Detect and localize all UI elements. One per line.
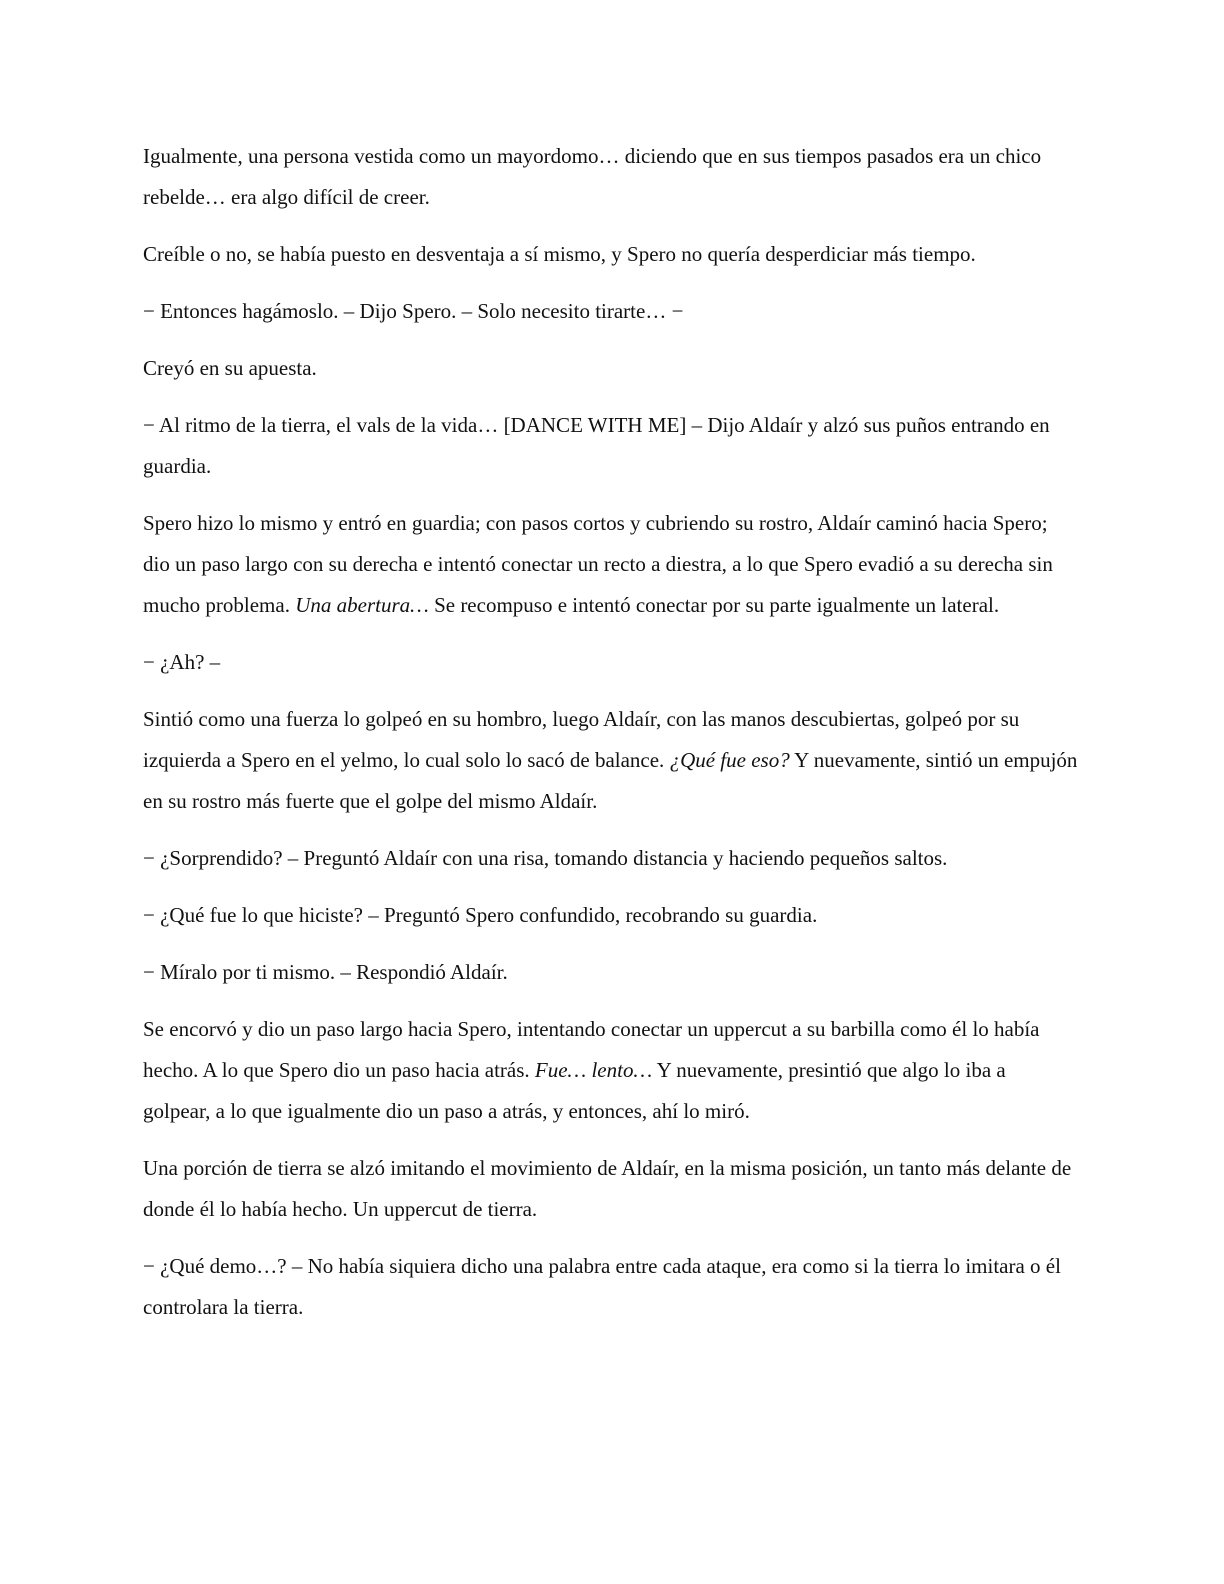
paragraph-text: Sintió como una fuerza lo golpeó en su hombro, luego Aldaír, con las manos descubiertas, golpeó por su izquierda a Spero en el yelmo, lo cual solo lo sacó de balance. <box>143 707 1020 772</box>
paragraph-text: Spero hizo lo mismo y entró en guardia; con pasos cortos y cubriendo su rostro, Aldaír caminó hacia Spero; dio un paso largo con su derecha e intentó conectar un recto a diestra, a lo que Spero evadió a su derecha sin mucho problema. <box>143 511 1053 617</box>
paragraph-italic-thought: ¿Qué fue eso? <box>669 748 790 772</box>
paragraph-text: Y nuevamente, presintió que algo lo iba a golpear, a lo que igualmente dio un paso a atrás, y entonces, ahí lo miró. <box>143 1058 1006 1123</box>
paragraph-14 <box>143 1246 1078 1328</box>
paragraph-11 <box>143 952 1078 993</box>
paragraph-italic-thought: Una abertura… <box>295 593 429 617</box>
paragraph-text: − ¿Sorprendido? – Preguntó Aldaír con una risa, tomando distancia y haciendo pequeños saltos. <box>143 846 948 870</box>
paragraph-italic-thought: Fue… lento… <box>534 1058 653 1082</box>
paragraph-12 <box>143 1009 1078 1132</box>
paragraph-text: Creyó en su apuesta. <box>143 356 317 380</box>
paragraph-10 <box>143 895 1078 936</box>
paragraph-text: − Al ritmo de la tierra, el vals de la vida… [DANCE WITH ME] – Dijo Aldaír y alzó sus puños entrando en guardia. <box>143 413 1050 478</box>
paragraph-text: − ¿Ah? – <box>143 650 221 674</box>
paragraph-7 <box>143 642 1078 683</box>
paragraph-text: Creíble o no, se había puesto en desventaja a sí mismo, y Spero no quería desperdiciar más tiempo. <box>143 242 976 266</box>
paragraph-9 <box>143 838 1078 879</box>
paragraph-4 <box>143 348 1078 389</box>
paragraph-6 <box>143 503 1078 626</box>
document-page <box>143 136 1078 1344</box>
paragraph-5 <box>143 405 1078 487</box>
paragraph-1 <box>143 136 1078 218</box>
paragraph-text: Se recompuso e intentó conectar por su parte igualmente un lateral. <box>428 593 1000 617</box>
paragraph-3 <box>143 291 1078 332</box>
paragraph-text: − Míralo por ti mismo. – Respondió Aldaír. <box>143 960 508 984</box>
paragraph-text: − Entonces hagámoslo. – Dijo Spero. – Solo necesito tirarte… − <box>143 299 684 323</box>
paragraph-13 <box>143 1148 1078 1230</box>
paragraph-text: Una porción de tierra se alzó imitando el movimiento de Aldaír, en la misma posición, un tanto más delante de donde él lo había hecho. Un uppercut de tierra. <box>143 1156 1072 1221</box>
paragraph-text: Y nuevamente, sintió un empujón en su rostro más fuerte que el golpe del mismo Aldaír. <box>143 748 1078 813</box>
paragraph-text: − ¿Qué demo…? – No había siquiera dicho una palabra entre cada ataque, era como si la tierra lo imitara o él controlara la tierra. <box>143 1254 1061 1319</box>
paragraph-text: − ¿Qué fue lo que hiciste? – Preguntó Spero confundido, recobrando su guardia. <box>143 903 818 927</box>
paragraph-8 <box>143 699 1078 822</box>
paragraph-text: Igualmente, una persona vestida como un mayordomo… diciendo que en sus tiempos pasados era un chico rebelde… era algo difícil de creer. <box>143 144 1042 209</box>
paragraph-2 <box>143 234 1078 275</box>
paragraph-text: Se encorvó y dio un paso largo hacia Spero, intentando conectar un uppercut a su barbilla como él lo había hecho. A lo que Spero dio un paso hacia atrás. <box>143 1017 1040 1082</box>
